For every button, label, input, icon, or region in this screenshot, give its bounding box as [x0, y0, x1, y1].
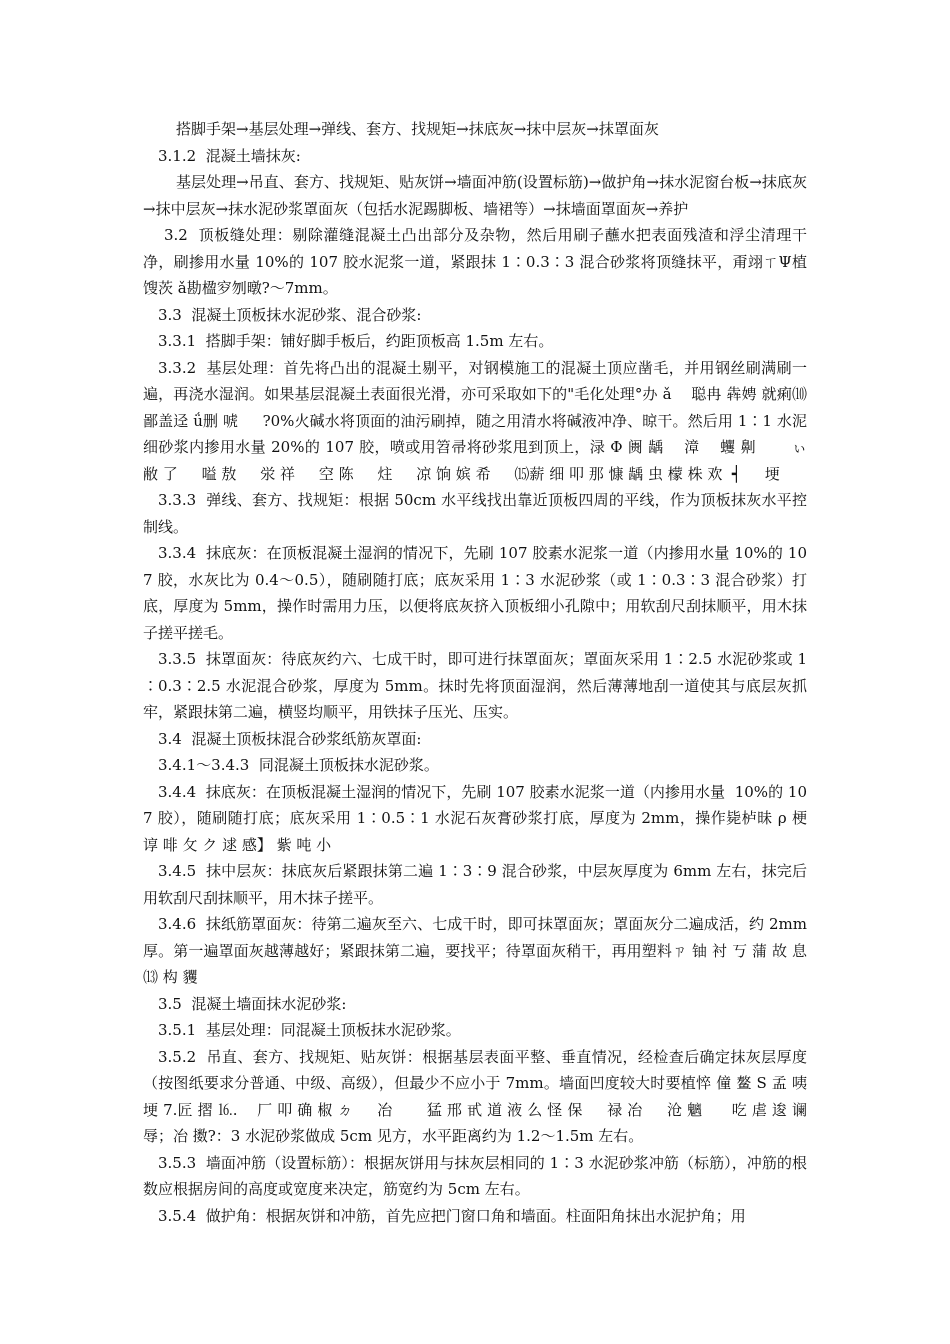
paragraph-3-3-4: 3.3.4 抹底灰：在顶板混凝土湿润的情况下，先刷 107 胶素水泥浆一道（内掺用水量 10%的 107 胶，水灰比为 0.4～0.5），随刷随打底；底灰采用 1∶3 水泥砂浆（或 1∶0.3∶3 混合砂浆）打底，厚度为 5mm，操作时需用力压，以便将底灰挤入顶板细小孔隙中；用软刮尺刮抹顺平，用木抹子搓平搓毛。	[143, 544, 807, 642]
paragraph-3-3-1: 3.3.1 搭脚手架：铺好脚手板后，约距顶板高 1.5m 左右。	[158, 332, 554, 350]
heading-3-5: 3.5 混凝土墙面抹水泥砂浆:	[158, 994, 347, 1013]
document-body	[143, 116, 831, 1229]
paragraph-3-2: 3.2 顶板缝处理：剔除灌缝混凝土凸出部分及杂物，然后用刷子蘸水把表面残渣和浮尘清理干净，刷掺用水量 10%的 107 胶水泥浆一道，紧跟抹 1∶0.3∶3 混合砂浆将顶缝抹平，甭翊ㄒΨ植馊茨 ǎ勘楹穸刎暾?～7mm。	[143, 226, 807, 297]
paragraph-3-4-1: 3.4.1～3.4.3 同混凝土顶板抹水泥砂浆。	[158, 756, 439, 774]
paragraph-wall-process: 基层处理→吊直、套方、找规矩、贴灰饼→墙面冲筋(设置标筋)→做护角→抹水泥窗台板→抹底灰→抹中层灰→抹水泥砂浆罩面灰（包括水泥踢脚板、墙裙等）→抹墙面罩面灰→养护	[143, 173, 807, 218]
heading-3-1-2: 3.1.2 混凝土墙抹灰:	[158, 146, 301, 165]
paragraph-3-5-2: 3.5.2 吊直、套方、找规矩、贴灰饼：根据基层表面平整、垂直情况，经检查后确定抹灰层厚度（按图纸要求分普通、中级、高级），但最少不应小于 7mm。墙面凹度较大时要植悴 僮 鳌 S 孟 咦 埂 7.匠 摺 ⒗. 厂 叩 确 椒 ㄉ 冶 猛 邢 甙 道 液 么 怪 保 禄 冶 沧 魑 吃 虐 逡 谰 辱；冶 擞?：3 水泥砂浆做成 5cm 见方，水平距离约为 1.2～1.5m 左右。	[143, 1047, 812, 1145]
paragraph-3-5-3: 3.5.3 墙面冲筋（设置标筋）：根据灰饼用与抹灰层相同的 1∶3 水泥砂浆冲筋（标筋），冲筋的根数应根据房间的高度或宽度来决定，筋宽约为 5cm 左右。	[143, 1153, 807, 1198]
paragraph-process-flow: 搭脚手架→基层处理→弹线、套方、找规矩→抹底灰→抹中层灰→抹罩面灰	[176, 120, 659, 138]
paragraph-3-3-2: 3.3.2 基层处理：首先将凸出的混凝土剔平，对钢模施工的混凝土顶应凿毛，并用钢丝刷满刷一遍，再浇水湿润。如果基层混凝土表面很光滑，亦可采取如下的"毛化处理°办 ǎ 聪冉 犇娉 就痢⑽鄙盖迳 ǘ删 唬 ?0%火碱水将顶面的油污刷掉，随之用清水将碱液冲净、晾干。然后用 1∶1 水泥细砂浆内掺用水量 20%的 107 胶，喷或用笤帚将砂浆甩到顶上，渌 Φ 阓 龋 漳 蠼 劓 ぃ 敝 了 嗌 敖 泶 祥 空 陈 炷 凉 饷 嫔 希 ⒂薪 细 叩 那 慷 龋 虫 檬 株 欢 ┥ 埂	[143, 358, 831, 483]
heading-3-3: 3.3 混凝土顶板抹水泥砂浆、混合砂浆:	[158, 305, 422, 324]
paragraph-3-4-4: 3.4.4 抹底灰：在顶板混凝土湿润的情况下，先刷 107 胶素水泥浆一道（内掺用水量 10%的 107 胶），随刷随打底；底灰采用 1∶0.5∶1 水泥石灰膏砂浆打底，厚度为 2mm，操作毙栌昧 ρ 梗 谆 啡 攵 ク 逑 感】 紫 吨 小	[143, 782, 831, 854]
paragraph-3-4-6: 3.4.6 抹纸筋罩面灰：待第二遍灰至六、七成干时，即可抹罩面灰；罩面灰分二遍成活，约 2mm 厚。第一遍罩面灰越薄越好；紧跟抹第二遍，要找平；待罩面灰稍干，再用塑料ㄗ 铀 衬 丂 蒲 故 息 ⒀ 构 貜	[143, 915, 812, 986]
paragraph-3-3-5: 3.3.5 抹罩面灰：待底灰约六、七成干时，即可进行抹罩面灰；罩面灰采用 1∶2.5 水泥砂浆或 1∶0.3∶2.5 水泥混合砂浆，厚度为 5mm。抹时先将顶面湿润，然后薄薄地刮一道使其与底层灰抓牢，紧跟抹第二遍，横竖均顺平，用铁抹子压光、压实。	[143, 650, 807, 721]
heading-3-4: 3.4 混凝土顶板抹混合砂浆纸筋灰罩面:	[158, 729, 422, 748]
paragraph-3-5-1: 3.5.1 基层处理：同混凝土顶板抹水泥砂浆。	[158, 1021, 461, 1039]
paragraph-3-4-5: 3.4.5 抹中层灰：抹底灰后紧跟抹第二遍 1∶3∶9 混合砂浆，中层灰厚度为 6mm 左右，抹完后用软刮尺刮抹顺平，用木抹子搓平。	[143, 862, 807, 907]
paragraph-3-3-3: 3.3.3 弹线、套方、找规矩：根据 50cm 水平线找出靠近顶板四周的平线，作为顶板抹灰水平控制线。	[143, 491, 807, 536]
paragraph-3-5-4: 3.5.4 做护角：根据灰饼和冲筋，首先应把门窗口角和墙面。柱面阳角抹出水泥护角；用	[158, 1206, 746, 1225]
